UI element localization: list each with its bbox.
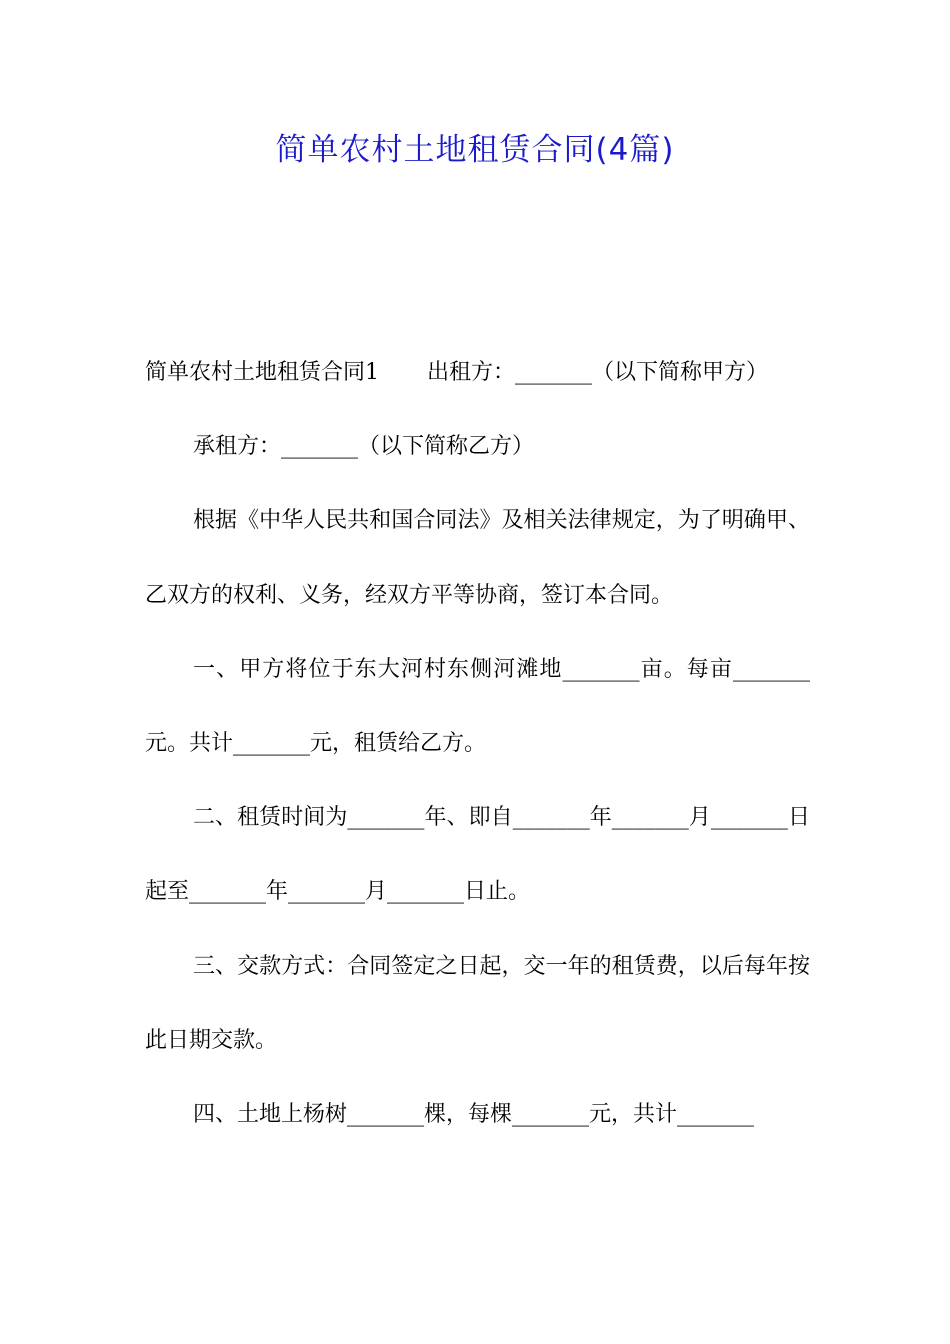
document-body [145,336,810,1152]
document-title: 简单农村土地租赁合同(4篇) [275,132,675,168]
paragraph-preamble: 根据《中华人民共和国合同法》及相关法律规定，为了明确甲、乙双方的权利、义务，经双方平等协商，签订本合同。 [145,508,810,608]
paragraph-clause-4: 四、土地上杨树_______棵，每棵_______元，共计_______ [193,1102,755,1128]
paragraph-clause-2: 二、租赁时间为_______年、即自_______年_______月_______日起至_______年_______月_______日止。 [145,805,810,905]
paragraph-lessee: 承租方：_______（以下简称乙方） [193,434,535,460]
paragraph-clause-1: 一、甲方将位于东大河村东侧河滩地_______亩。每亩_______元。共计_______元，租赁给乙方。 [145,656,810,757]
contract-number-heading: 简单农村土地租赁合同1 [145,360,379,385]
lessor-line: 出租方：_______（以下简称甲方） [427,360,769,385]
paragraph-clause-3: 三、交款方式：合同签定之日起，交一年的租赁费，以后每年按此日期交款。 [145,953,810,1053]
paragraph-contract-header [145,336,810,410]
